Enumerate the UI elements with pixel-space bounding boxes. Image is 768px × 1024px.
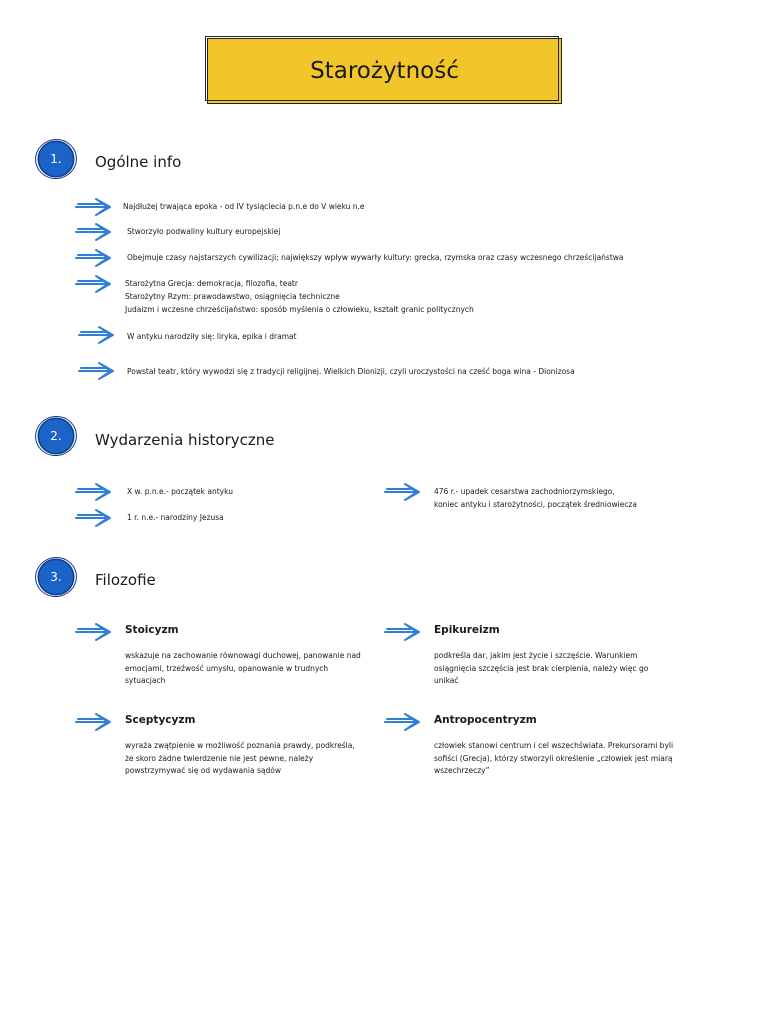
arrow-right-icon	[74, 711, 114, 733]
philosophy-name-stoicism: Stoicyzm	[125, 624, 179, 636]
event-item-3: 476 r.- upadek cesarstwa zachodniorzymskiego,	[434, 487, 615, 496]
philosophy-name-epicureanism: Epikureizm	[434, 624, 500, 636]
arrow-right-icon	[74, 481, 114, 503]
section-heading-general: Ogólne info	[95, 153, 182, 171]
info-item-7: W antyku narodziły się: liryka, epika i dramat	[127, 332, 297, 341]
info-item-8: Powstał teatr, który wywodzi się z tradycji religijnej. Wielkich Dionizji, czyli uroczystości na cześć boga wina - Dionizosa	[127, 367, 575, 376]
arrow-right-icon	[74, 221, 114, 243]
info-item-3: Obejmuje czasy najstarszych cywilizacji; największy wpływ wywarły kultury: grecka, rzymska oraz czasy wczesnego chrześcijaństwa	[127, 253, 624, 262]
info-item-6: Judaizm i wczesne chrześcijaństwo: sposób myślenia o człowieku, kształt granic politycznych	[125, 305, 474, 314]
section-number-1: 1.	[39, 142, 73, 176]
arrow-right-icon	[77, 324, 117, 346]
info-item-2: Stworzyło podwaliny kultury europejskiej	[127, 227, 281, 236]
arrow-right-icon	[383, 711, 423, 733]
arrow-right-icon	[383, 481, 423, 503]
arrow-right-icon	[74, 273, 114, 295]
info-item-4: Starożytna Grecja: demokracja, filozofia, teatr	[125, 279, 298, 288]
arrow-right-icon	[77, 360, 117, 382]
event-item-3-continued: koniec antyku i starożytności, początek średniowiecza	[434, 500, 637, 509]
arrow-right-icon	[74, 507, 114, 529]
philosophy-description-stoicism: wskazuje na zachowanie równowagi duchowej, panowanie nad emocjami, trzeźwość umysłu, opanowanie w trudnych sytuacjach	[125, 651, 361, 685]
page-title	[207, 38, 562, 104]
page-title-text: Starożytność	[310, 58, 459, 84]
event-item-1: X w. p.n.e.- początek antyku	[127, 487, 233, 496]
section-heading-philosophies: Filozofie	[95, 571, 156, 589]
philosophy-description-anthropocentrism: człowiek stanowi centrum i cel wszechświata. Prekursorami byli sofiści (Grecja), którzy stworzyli określenie „człowiek jest miarą wszechrzeczy”	[434, 741, 674, 775]
philosophy-description-skepticism: wyraża zwątpienie w możliwość poznania prawdy, podkreśla, że skoro żadne twierdzenie nie jest pewne, należy powstrzymywać się od wydawania sądów	[125, 741, 355, 775]
section-heading-events: Wydarzenia historyczne	[95, 431, 275, 449]
info-item-1: Najdłużej trwająca epoka - od IV tysiąclecia p.n.e do V wieku n.e	[123, 202, 365, 211]
section-number-3: 3.	[39, 560, 73, 594]
event-item-2: 1 r. n.e.- narodziny Jezusa	[127, 513, 224, 522]
arrow-right-icon	[74, 621, 114, 643]
arrow-right-icon	[74, 247, 114, 269]
philosophy-name-skepticism: Sceptycyzm	[125, 714, 196, 726]
section-number-2: 2.	[39, 419, 73, 453]
info-item-5: Starożytny Rzym: prawodawstwo, osiągnięcia techniczne	[125, 292, 340, 301]
philosophy-description-epicureanism: podkreśla dar, jakim jest życie i szczęście. Warunkiem osiągnięcia szczęścia jest brak cierpienia, należy więc go unikać	[434, 651, 649, 685]
arrow-right-icon	[383, 621, 423, 643]
arrow-right-icon	[74, 196, 114, 218]
philosophy-name-anthropocentrism: Antropocentryzm	[434, 714, 537, 726]
